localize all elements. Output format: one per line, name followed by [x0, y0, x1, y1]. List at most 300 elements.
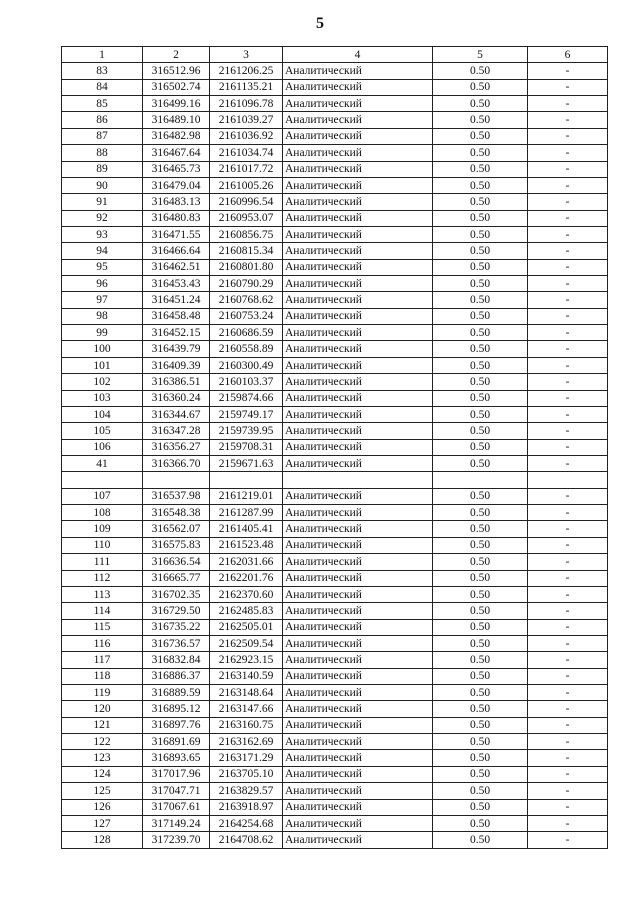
table-row — [62, 505, 608, 521]
x-coordinate-cell: 316736.57 — [143, 635, 210, 651]
x-coordinate-cell: 316636.54 — [143, 554, 210, 570]
x-coordinate-cell: 316458.48 — [143, 308, 210, 324]
table-row — [62, 194, 608, 210]
point-number-cell: 126 — [62, 799, 143, 815]
y-coordinate-cell: 2161036.92 — [210, 128, 283, 144]
method-cell: Аналитический — [283, 750, 433, 766]
method-cell: Аналитический — [283, 619, 433, 635]
point-number-cell: 113 — [62, 586, 143, 602]
x-coordinate-cell: 316452.15 — [143, 325, 210, 341]
accuracy-cell: 0.50 — [433, 783, 528, 799]
note-cell: - — [528, 374, 608, 390]
page-number: 5 — [316, 15, 324, 32]
point-number-cell: 127 — [62, 815, 143, 831]
point-number-cell: 88 — [62, 145, 143, 161]
accuracy-cell: 0.50 — [433, 243, 528, 259]
accuracy-cell: 0.50 — [433, 603, 528, 619]
method-cell: Аналитический — [283, 112, 433, 128]
y-coordinate-cell: 2163140.59 — [210, 668, 283, 684]
point-number-cell: 112 — [62, 570, 143, 586]
accuracy-cell — [433, 472, 528, 488]
x-coordinate-cell: 316467.64 — [143, 145, 210, 161]
table-row — [62, 292, 608, 308]
accuracy-cell: 0.50 — [433, 194, 528, 210]
accuracy-cell: 0.50 — [433, 586, 528, 602]
y-coordinate-cell: 2160300.49 — [210, 357, 283, 373]
point-number-cell: 90 — [62, 177, 143, 193]
table-row — [62, 79, 608, 95]
y-coordinate-cell — [210, 472, 283, 488]
point-number-cell: 89 — [62, 161, 143, 177]
table-row — [62, 685, 608, 701]
method-cell: Аналитический — [283, 537, 433, 553]
x-coordinate-cell: 317149.24 — [143, 815, 210, 831]
table-row — [62, 717, 608, 733]
table-header-row — [62, 47, 608, 63]
accuracy-cell: 0.50 — [433, 652, 528, 668]
x-coordinate-cell: 316344.67 — [143, 406, 210, 422]
x-coordinate-cell: 316479.04 — [143, 177, 210, 193]
y-coordinate-cell: 2162509.54 — [210, 635, 283, 651]
y-coordinate-cell: 2162201.76 — [210, 570, 283, 586]
table-row — [62, 325, 608, 341]
method-cell: Аналитический — [283, 521, 433, 537]
y-coordinate-cell: 2160686.59 — [210, 325, 283, 341]
table-row — [62, 357, 608, 373]
x-coordinate-cell: 316453.43 — [143, 276, 210, 292]
x-coordinate-cell: 317017.96 — [143, 766, 210, 782]
x-coordinate-cell: 316356.27 — [143, 439, 210, 455]
accuracy-cell: 0.50 — [433, 734, 528, 750]
note-cell: - — [528, 701, 608, 717]
x-coordinate-cell: 316465.73 — [143, 161, 210, 177]
accuracy-cell: 0.50 — [433, 128, 528, 144]
note-cell: - — [528, 292, 608, 308]
note-cell: - — [528, 357, 608, 373]
method-cell: Аналитический — [283, 701, 433, 717]
x-coordinate-cell: 316451.24 — [143, 292, 210, 308]
x-coordinate-cell: 316512.96 — [143, 63, 210, 79]
x-coordinate-cell: 316702.35 — [143, 586, 210, 602]
note-cell: - — [528, 734, 608, 750]
point-number-cell: 110 — [62, 537, 143, 553]
accuracy-cell: 0.50 — [433, 668, 528, 684]
point-number-cell: 114 — [62, 603, 143, 619]
method-cell: Аналитический — [283, 374, 433, 390]
accuracy-cell: 0.50 — [433, 635, 528, 651]
method-cell: Аналитический — [283, 145, 433, 161]
point-number-cell: 92 — [62, 210, 143, 226]
method-cell: Аналитический — [283, 455, 433, 471]
table-row — [62, 586, 608, 602]
point-number-cell: 95 — [62, 259, 143, 275]
method-cell: Аналитический — [283, 177, 433, 193]
table-row — [62, 439, 608, 455]
method-cell: Аналитический — [283, 423, 433, 439]
method-cell: Аналитический — [283, 308, 433, 324]
y-coordinate-cell: 2161005.26 — [210, 177, 283, 193]
method-cell: Аналитический — [283, 783, 433, 799]
accuracy-cell: 0.50 — [433, 145, 528, 161]
table-row — [62, 276, 608, 292]
y-coordinate-cell: 2162485.83 — [210, 603, 283, 619]
table-row — [62, 815, 608, 831]
y-coordinate-cell: 2159749.17 — [210, 406, 283, 422]
method-cell: Аналитический — [283, 210, 433, 226]
table-row — [62, 243, 608, 259]
table-row — [62, 112, 608, 128]
point-number-cell: 109 — [62, 521, 143, 537]
column-header: 5 — [433, 47, 528, 63]
accuracy-cell: 0.50 — [433, 308, 528, 324]
y-coordinate-cell: 2161523.48 — [210, 537, 283, 553]
note-cell: - — [528, 128, 608, 144]
table-row — [62, 668, 608, 684]
accuracy-cell: 0.50 — [433, 161, 528, 177]
y-coordinate-cell: 2163148.64 — [210, 685, 283, 701]
table-row — [62, 832, 608, 848]
y-coordinate-cell: 2162031.66 — [210, 554, 283, 570]
note-cell: - — [528, 554, 608, 570]
x-coordinate-cell: 316502.74 — [143, 79, 210, 95]
y-coordinate-cell: 2162370.60 — [210, 586, 283, 602]
note-cell: - — [528, 177, 608, 193]
note-cell: - — [528, 815, 608, 831]
table-row — [62, 619, 608, 635]
method-cell: Аналитический — [283, 226, 433, 242]
x-coordinate-cell: 316537.98 — [143, 488, 210, 504]
y-coordinate-cell: 2159708.31 — [210, 439, 283, 455]
point-number-cell: 86 — [62, 112, 143, 128]
method-cell: Аналитический — [283, 390, 433, 406]
note-cell: - — [528, 96, 608, 112]
method-cell: Аналитический — [283, 161, 433, 177]
table-row — [62, 554, 608, 570]
method-cell: Аналитический — [283, 96, 433, 112]
method-cell: Аналитический — [283, 717, 433, 733]
x-coordinate-cell: 316483.13 — [143, 194, 210, 210]
y-coordinate-cell: 2164708.62 — [210, 832, 283, 848]
method-cell: Аналитический — [283, 799, 433, 815]
accuracy-cell: 0.50 — [433, 325, 528, 341]
note-cell: - — [528, 243, 608, 259]
accuracy-cell: 0.50 — [433, 439, 528, 455]
point-number-cell: 121 — [62, 717, 143, 733]
point-number-cell: 120 — [62, 701, 143, 717]
point-number-cell: 117 — [62, 652, 143, 668]
x-coordinate-cell: 316360.24 — [143, 390, 210, 406]
table-row — [62, 161, 608, 177]
point-number-cell: 108 — [62, 505, 143, 521]
method-cell: Аналитический — [283, 128, 433, 144]
point-number-cell: 122 — [62, 734, 143, 750]
y-coordinate-cell: 2160801.80 — [210, 259, 283, 275]
y-coordinate-cell: 2163918.97 — [210, 799, 283, 815]
note-cell: - — [528, 685, 608, 701]
accuracy-cell: 0.50 — [433, 292, 528, 308]
table-row — [62, 390, 608, 406]
table-row — [62, 455, 608, 471]
method-cell: Аналитический — [283, 685, 433, 701]
point-number-cell — [62, 472, 143, 488]
x-coordinate-cell: 316366.70 — [143, 455, 210, 471]
note-cell: - — [528, 226, 608, 242]
table-row — [62, 783, 608, 799]
point-number-cell: 125 — [62, 783, 143, 799]
note-cell: - — [528, 161, 608, 177]
method-cell: Аналитический — [283, 570, 433, 586]
x-coordinate-cell: 316665.77 — [143, 570, 210, 586]
x-coordinate-cell: 316548.38 — [143, 505, 210, 521]
column-header: 2 — [143, 47, 210, 63]
y-coordinate-cell: 2161034.74 — [210, 145, 283, 161]
point-number-cell: 91 — [62, 194, 143, 210]
note-cell: - — [528, 276, 608, 292]
method-cell: Аналитический — [283, 832, 433, 848]
method-cell: Аналитический — [283, 79, 433, 95]
note-cell: - — [528, 766, 608, 782]
note-cell: - — [528, 194, 608, 210]
point-number-cell: 96 — [62, 276, 143, 292]
y-coordinate-cell: 2161405.41 — [210, 521, 283, 537]
x-coordinate-cell: 316735.22 — [143, 619, 210, 635]
accuracy-cell: 0.50 — [433, 390, 528, 406]
x-coordinate-cell: 316891.69 — [143, 734, 210, 750]
method-cell: Аналитический — [283, 554, 433, 570]
accuracy-cell: 0.50 — [433, 832, 528, 848]
column-header: 1 — [62, 47, 143, 63]
accuracy-cell: 0.50 — [433, 210, 528, 226]
y-coordinate-cell: 2161135.21 — [210, 79, 283, 95]
note-cell: - — [528, 79, 608, 95]
x-coordinate-cell: 316575.83 — [143, 537, 210, 553]
x-coordinate-cell: 316439.79 — [143, 341, 210, 357]
x-coordinate-cell: 317239.70 — [143, 832, 210, 848]
table-row — [62, 341, 608, 357]
table-row — [62, 96, 608, 112]
note-cell: - — [528, 668, 608, 684]
y-coordinate-cell: 2161219.01 — [210, 488, 283, 504]
note-cell: - — [528, 406, 608, 422]
y-coordinate-cell: 2161096.78 — [210, 96, 283, 112]
method-cell: Аналитический — [283, 603, 433, 619]
method-cell: Аналитический — [283, 292, 433, 308]
table-row — [62, 701, 608, 717]
note-cell: - — [528, 586, 608, 602]
table-row — [62, 226, 608, 242]
y-coordinate-cell: 2161017.72 — [210, 161, 283, 177]
table-row — [62, 308, 608, 324]
point-number-cell: 105 — [62, 423, 143, 439]
point-number-cell: 124 — [62, 766, 143, 782]
method-cell: Аналитический — [283, 341, 433, 357]
note-cell: - — [528, 783, 608, 799]
table-row — [62, 177, 608, 193]
column-header: 4 — [283, 47, 433, 63]
point-number-cell: 128 — [62, 832, 143, 848]
table-row — [62, 652, 608, 668]
point-number-cell: 115 — [62, 619, 143, 635]
note-cell: - — [528, 308, 608, 324]
accuracy-cell: 0.50 — [433, 554, 528, 570]
accuracy-cell: 0.50 — [433, 374, 528, 390]
note-cell: - — [528, 439, 608, 455]
note-cell: - — [528, 423, 608, 439]
y-coordinate-cell: 2163160.75 — [210, 717, 283, 733]
y-coordinate-cell: 2160953.07 — [210, 210, 283, 226]
note-cell: - — [528, 750, 608, 766]
y-coordinate-cell: 2163171.29 — [210, 750, 283, 766]
table-row — [62, 488, 608, 504]
y-coordinate-cell: 2162505.01 — [210, 619, 283, 635]
accuracy-cell: 0.50 — [433, 79, 528, 95]
point-number-cell: 116 — [62, 635, 143, 651]
note-cell: - — [528, 210, 608, 226]
method-cell: Аналитический — [283, 194, 433, 210]
method-cell: Аналитический — [283, 276, 433, 292]
x-coordinate-cell: 316897.76 — [143, 717, 210, 733]
note-cell: - — [528, 652, 608, 668]
note-cell: - — [528, 832, 608, 848]
accuracy-cell: 0.50 — [433, 766, 528, 782]
method-cell: Аналитический — [283, 406, 433, 422]
x-coordinate-cell: 316893.65 — [143, 750, 210, 766]
y-coordinate-cell: 2161206.25 — [210, 63, 283, 79]
point-number-cell: 111 — [62, 554, 143, 570]
table-row — [62, 570, 608, 586]
table-row — [62, 635, 608, 651]
point-number-cell: 98 — [62, 308, 143, 324]
point-number-cell: 99 — [62, 325, 143, 341]
accuracy-cell: 0.50 — [433, 259, 528, 275]
x-coordinate-cell: 316482.98 — [143, 128, 210, 144]
table-row — [62, 423, 608, 439]
method-cell: Аналитический — [283, 505, 433, 521]
note-cell: - — [528, 717, 608, 733]
y-coordinate-cell: 2163829.57 — [210, 783, 283, 799]
method-cell: Аналитический — [283, 766, 433, 782]
table-row — [62, 63, 608, 79]
note-cell: - — [528, 570, 608, 586]
point-number-cell: 101 — [62, 357, 143, 373]
method-cell: Аналитический — [283, 439, 433, 455]
method-cell: Аналитический — [283, 488, 433, 504]
x-coordinate-cell: 316889.59 — [143, 685, 210, 701]
table-body — [62, 63, 608, 848]
y-coordinate-cell: 2161039.27 — [210, 112, 283, 128]
table-row — [62, 603, 608, 619]
method-cell: Аналитический — [283, 668, 433, 684]
note-cell: - — [528, 488, 608, 504]
table-row — [62, 128, 608, 144]
point-number-cell: 118 — [62, 668, 143, 684]
y-coordinate-cell: 2159671.63 — [210, 455, 283, 471]
point-number-cell: 100 — [62, 341, 143, 357]
note-cell: - — [528, 603, 608, 619]
x-coordinate-cell: 316832.84 — [143, 652, 210, 668]
point-number-cell: 83 — [62, 63, 143, 79]
point-number-cell: 104 — [62, 406, 143, 422]
method-cell: Аналитический — [283, 357, 433, 373]
accuracy-cell: 0.50 — [433, 177, 528, 193]
table-row — [62, 145, 608, 161]
note-cell: - — [528, 63, 608, 79]
x-coordinate-cell — [143, 472, 210, 488]
method-cell: Аналитический — [283, 586, 433, 602]
accuracy-cell: 0.50 — [433, 488, 528, 504]
x-coordinate-cell: 316499.16 — [143, 96, 210, 112]
table-row — [62, 766, 608, 782]
y-coordinate-cell: 2163147.66 — [210, 701, 283, 717]
method-cell: Аналитический — [283, 734, 433, 750]
x-coordinate-cell: 316489.10 — [143, 112, 210, 128]
y-coordinate-cell: 2164254.68 — [210, 815, 283, 831]
note-cell: - — [528, 455, 608, 471]
accuracy-cell: 0.50 — [433, 406, 528, 422]
accuracy-cell: 0.50 — [433, 750, 528, 766]
note-cell: - — [528, 145, 608, 161]
accuracy-cell: 0.50 — [433, 685, 528, 701]
accuracy-cell: 0.50 — [433, 505, 528, 521]
table-row — [62, 406, 608, 422]
accuracy-cell: 0.50 — [433, 619, 528, 635]
note-cell: - — [528, 619, 608, 635]
accuracy-cell: 0.50 — [433, 226, 528, 242]
table-row — [62, 750, 608, 766]
x-coordinate-cell: 316729.50 — [143, 603, 210, 619]
y-coordinate-cell: 2159874.66 — [210, 390, 283, 406]
table-row — [62, 799, 608, 815]
point-number-cell: 119 — [62, 685, 143, 701]
point-number-cell: 106 — [62, 439, 143, 455]
x-coordinate-cell: 316347.28 — [143, 423, 210, 439]
method-cell: Аналитический — [283, 63, 433, 79]
note-cell: - — [528, 325, 608, 341]
note-cell: - — [528, 390, 608, 406]
y-coordinate-cell: 2160996.54 — [210, 194, 283, 210]
accuracy-cell: 0.50 — [433, 570, 528, 586]
x-coordinate-cell: 316462.51 — [143, 259, 210, 275]
note-cell — [528, 472, 608, 488]
x-coordinate-cell: 316562.07 — [143, 521, 210, 537]
note-cell: - — [528, 505, 608, 521]
point-number-cell: 41 — [62, 455, 143, 471]
method-cell: Аналитический — [283, 652, 433, 668]
table-row — [62, 521, 608, 537]
y-coordinate-cell: 2160815.34 — [210, 243, 283, 259]
y-coordinate-cell: 2160753.24 — [210, 308, 283, 324]
accuracy-cell: 0.50 — [433, 455, 528, 471]
accuracy-cell: 0.50 — [433, 96, 528, 112]
point-number-cell: 103 — [62, 390, 143, 406]
method-cell: Аналитический — [283, 243, 433, 259]
accuracy-cell: 0.50 — [433, 521, 528, 537]
y-coordinate-cell: 2160856.75 — [210, 226, 283, 242]
y-coordinate-cell: 2160790.29 — [210, 276, 283, 292]
note-cell: - — [528, 112, 608, 128]
accuracy-cell: 0.50 — [433, 112, 528, 128]
accuracy-cell: 0.50 — [433, 799, 528, 815]
x-coordinate-cell: 317047.71 — [143, 783, 210, 799]
note-cell: - — [528, 537, 608, 553]
method-cell: Аналитический — [283, 259, 433, 275]
accuracy-cell: 0.50 — [433, 537, 528, 553]
x-coordinate-cell: 316480.83 — [143, 210, 210, 226]
x-coordinate-cell: 316471.55 — [143, 226, 210, 242]
x-coordinate-cell: 317067.61 — [143, 799, 210, 815]
x-coordinate-cell: 316386.51 — [143, 374, 210, 390]
y-coordinate-cell: 2160558.89 — [210, 341, 283, 357]
